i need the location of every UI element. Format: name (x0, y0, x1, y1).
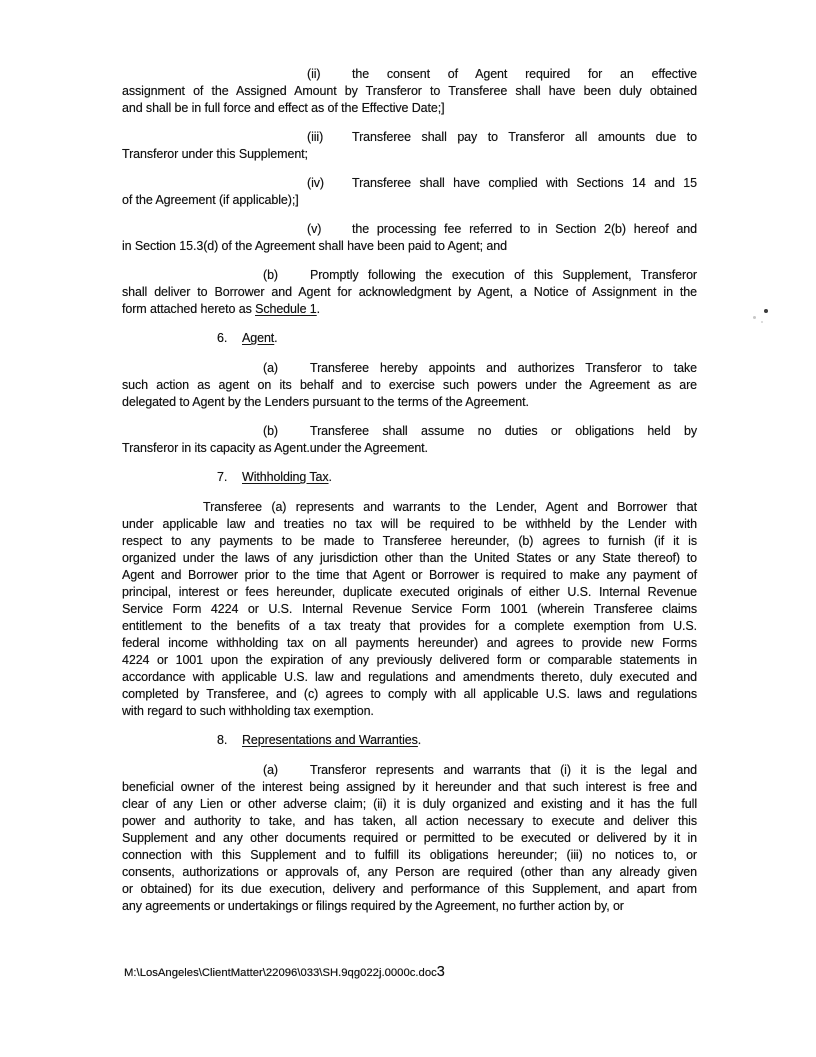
list-label: (b) (263, 268, 278, 282)
text-line (122, 533, 697, 550)
text-segment: organized under the laws of any jurisdiction other than the United States or any State thereof) to (122, 551, 697, 565)
paragraph (122, 360, 697, 411)
section-title: Withholding Tax (242, 470, 329, 484)
scan-speck (753, 316, 756, 319)
text-segment: of the Agreement (if applicable);] (122, 193, 299, 207)
text-line (122, 796, 697, 813)
text-segment: entitlement to the benefits of a tax treaty that provides for a complete exemption from U.S. (122, 619, 697, 633)
section-title: Representations and Warranties (242, 733, 418, 747)
text-line (122, 567, 697, 584)
text-segment: . (316, 302, 321, 316)
text-line (122, 301, 697, 318)
text-segment: clear of any Lien or other adverse claim; (ii) it is duly organized and existing and it has the full (122, 797, 697, 811)
text-line (122, 652, 697, 669)
text-segment: completed by Transferee, and (c) agrees to comply with all applicable U.S. laws and regulations (122, 687, 697, 701)
text-line (122, 847, 697, 864)
text-line (122, 762, 697, 779)
text-line (122, 516, 697, 533)
text-segment: Transferee hereby appoints and authorizes Transferor to take (310, 361, 697, 375)
text-segment: power and authority to take, and has taken, all action necessary to execute and deliver this (122, 814, 697, 828)
text-segment: such action as agent on its behalf and to exercise such powers under the Agreement as are (122, 378, 697, 392)
scan-speck (761, 321, 763, 323)
section-heading (122, 469, 697, 486)
list-label: (v) (307, 222, 322, 236)
text-segment: with regard to such withholding tax exemption. (122, 704, 374, 718)
paragraph (122, 762, 697, 915)
text-segment: delegated to Agent by the Lenders pursuant to the terms of the Agreement. (122, 395, 529, 409)
text-segment: Transferor under this Supplement; (122, 147, 308, 161)
text-segment: principal, interest or fees hereunder, duplicate executed originals of either U.S. Internal Revenue (122, 585, 697, 599)
text-line (122, 669, 697, 686)
text-line (122, 499, 697, 516)
paragraph (122, 221, 697, 255)
list-label: (a) (263, 361, 278, 375)
text-line (122, 550, 697, 567)
text-line (122, 898, 697, 915)
text-segment: connection with this Supplement and to fulfill its obligations hereunder; (iii) no notices to, or (122, 848, 697, 862)
text-segment: in Section 15.3(d) of the Agreement shall have been paid to Agent; and (122, 239, 507, 253)
text-segment: Transferee shall have complied with Sections 14 and 15 (352, 176, 697, 190)
text-line (122, 377, 697, 394)
text-line (122, 267, 697, 284)
text-segment: Transferor in its capacity as Agent.under the Agreement. (122, 441, 428, 455)
text-segment: under applicable law and treaties no tax will be required to be withheld by the Lender with (122, 517, 697, 531)
text-line (122, 360, 697, 377)
text-segment: assignment of the Assigned Amount by Transferor to Transferee shall have been duly obtained (122, 84, 697, 98)
section-title-period: . (328, 470, 332, 484)
text-line (122, 100, 697, 117)
text-line (122, 394, 697, 411)
text-segment: and shall be in full force and effect as of the Effective Date;] (122, 101, 445, 115)
text-line (122, 635, 697, 652)
section-title-period: . (417, 733, 422, 747)
paragraph (122, 129, 697, 163)
list-label: (a) (263, 763, 278, 777)
text-line (122, 175, 697, 192)
text-line (122, 129, 697, 146)
section-heading (122, 732, 697, 749)
text-line (122, 779, 697, 796)
text-line (122, 686, 697, 703)
text-line (122, 703, 697, 720)
section-number: 6. (217, 331, 228, 345)
text-segment: Transferor represents and warrants that (i) it is the legal and (310, 763, 697, 777)
paragraph (122, 66, 697, 117)
paragraph (122, 267, 697, 318)
text-line (122, 192, 697, 209)
text-segment: the processing fee referred to in Section 2(b) hereof and (352, 222, 697, 236)
text-line (122, 221, 697, 238)
text-segment: form attached hereto as (122, 302, 256, 316)
text-line (122, 284, 697, 301)
text-segment: accordance with applicable U.S. law and regulations and amendments thereto, duly executed and (122, 670, 697, 684)
document-footer (124, 964, 445, 980)
text-segment: federal income withholding tax on all payments hereunder) and agrees to provide new Forms (122, 636, 697, 650)
section-number: 8. (217, 733, 228, 747)
paragraph (122, 499, 697, 720)
text-line (122, 83, 697, 100)
paragraph (122, 175, 697, 209)
text-line (122, 618, 697, 635)
text-segment: respect to any payments to be made to Transferee hereunder, (b) agrees to furnish (if it is (122, 534, 697, 548)
list-label: (iv) (307, 176, 324, 190)
text-line (122, 813, 697, 830)
scan-speck (764, 309, 768, 313)
text-segment: Transferee shall assume no duties or obligations held by (310, 424, 697, 438)
section-title: Agent (242, 331, 275, 345)
text-line (122, 830, 697, 847)
text-segment: Agent and Borrower prior to the time that Agent or Borrower is required to make any payment of (122, 568, 697, 582)
text-segment: beneficial owner of the interest being assigned by it hereunder and that such interest is free and (122, 780, 697, 794)
text-line (122, 601, 697, 618)
text-segment: Promptly following the execution of this Supplement, Transferor (310, 268, 697, 282)
text-line (122, 864, 697, 881)
text-line (122, 584, 697, 601)
section-heading (122, 330, 697, 347)
text-segment: any agreements or undertakings or filings required by the Agreement, no further action by, or (122, 899, 624, 913)
list-label: (ii) (307, 67, 321, 81)
list-label: (iii) (307, 130, 324, 144)
text-segment: the consent of Agent required for an effective (352, 67, 697, 81)
text-segment: Supplement and any other documents required or permitted to be executed or delivered by it in (122, 831, 697, 845)
text-line (122, 881, 697, 898)
text-line (122, 146, 697, 163)
text-segment: Schedule 1 (255, 302, 317, 316)
text-line (122, 440, 697, 457)
text-segment: Transferee shall pay to Transferor all amounts due to (352, 130, 697, 144)
text-line (122, 238, 697, 255)
section-title-period: . (274, 331, 278, 345)
footer-file-path: M:\LosAngeles\ClientMatter\22096\033\SH.9qg022j.0000c.doc (124, 967, 437, 979)
text-segment: Service Form 4224 or U.S. Internal Revenue Service Form 1001 (wherein Transferee claims (122, 602, 697, 616)
text-segment: 4224 or 1001 upon the expiration of any previously delivered form or comparable statements in (122, 653, 697, 667)
text-segment: or obtained) for its due execution, delivery and performance of this Supplement, and apart from (122, 882, 697, 896)
document-body (122, 66, 697, 927)
text-line (122, 66, 697, 83)
text-segment: shall deliver to Borrower and Agent for acknowledgment by Agent, a Notice of Assignment in the (122, 285, 697, 299)
list-label: (b) (263, 424, 278, 438)
text-line (122, 423, 697, 440)
text-segment: Transferee (a) represents and warrants to the Lender, Agent and Borrower that (203, 500, 697, 514)
text-segment: consents, authorizations or approvals of, any Person are required (other than any already given (122, 865, 697, 879)
page-number: 3 (436, 964, 445, 980)
section-number: 7. (217, 470, 228, 484)
paragraph (122, 423, 697, 457)
